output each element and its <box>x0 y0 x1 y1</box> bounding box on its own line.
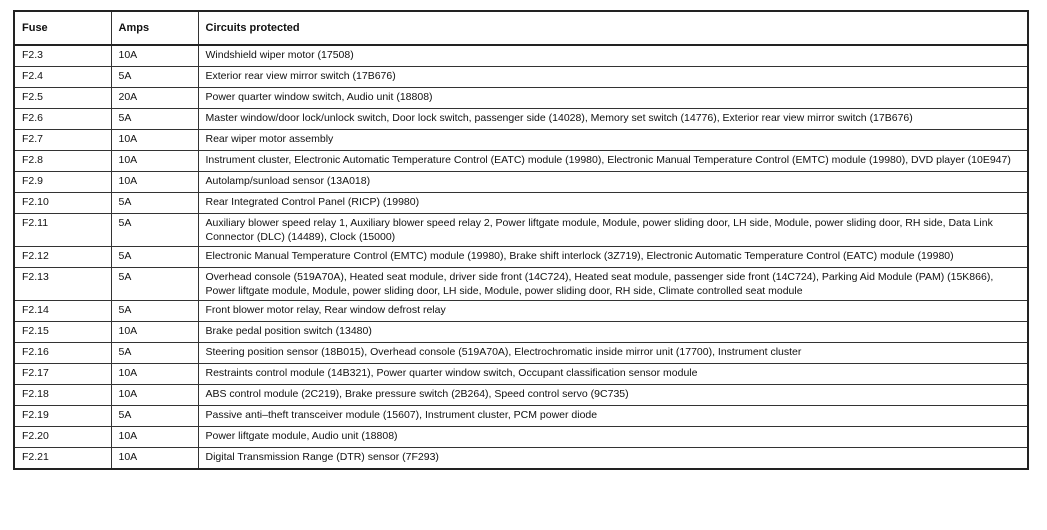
circuits-cell: Rear Integrated Control Panel (RICP) (19980) <box>198 193 1028 214</box>
table-row <box>14 301 1028 322</box>
table-row <box>14 67 1028 88</box>
amps-cell: 5A <box>111 268 198 301</box>
circuits-cell: Restraints control module (14B321), Power quarter window switch, Occupant classification sensor module <box>198 364 1028 385</box>
circuits-cell: Power liftgate module, Audio unit (18808) <box>198 427 1028 448</box>
circuits-cell: Master window/door lock/unlock switch, Door lock switch, passenger side (14028), Memory set switch (14776), Exterior rear view mirror switch (17B676) <box>198 109 1028 130</box>
circuits-cell: Exterior rear view mirror switch (17B676) <box>198 67 1028 88</box>
amps-cell: 5A <box>111 343 198 364</box>
fuse-cell: F2.11 <box>14 214 111 247</box>
circuits-cell: Auxiliary blower speed relay 1, Auxiliary blower speed relay 2, Power liftgate module, Module, power sliding door, LH side, Module, power sliding door, RH side, Data Link Connector (DLC) (14489), Clock (15000) <box>198 214 1028 247</box>
fuse-cell: F2.9 <box>14 172 111 193</box>
amps-cell: 10A <box>111 130 198 151</box>
amps-cell: 5A <box>111 214 198 247</box>
fuse-cell: F2.18 <box>14 385 111 406</box>
amps-cell: 10A <box>111 45 198 67</box>
circuits-cell: Overhead console (519A70A), Heated seat module, driver side front (14C724), Heated seat module, passenger side front (14C724), Parking Aid Module (PAM) (15K866), Power liftgate module, Module, power sliding door, LH side, Module, power sliding door, RH side, Climate controlled seat module <box>198 268 1028 301</box>
fuse-table <box>13 10 1029 470</box>
fuse-cell: F2.6 <box>14 109 111 130</box>
fuse-cell: F2.20 <box>14 427 111 448</box>
amps-cell: 5A <box>111 109 198 130</box>
amps-cell: 5A <box>111 301 198 322</box>
header-fuse: Fuse <box>14 11 111 45</box>
table-header-row <box>14 11 1028 45</box>
circuits-cell: Rear wiper motor assembly <box>198 130 1028 151</box>
fuse-cell: F2.3 <box>14 45 111 67</box>
fuse-cell: F2.8 <box>14 151 111 172</box>
table-row <box>14 385 1028 406</box>
table-row <box>14 130 1028 151</box>
amps-cell: 10A <box>111 448 198 470</box>
table-row <box>14 109 1028 130</box>
table-row <box>14 343 1028 364</box>
circuits-cell: Passive anti–theft transceiver module (15607), Instrument cluster, PCM power diode <box>198 406 1028 427</box>
table-row <box>14 364 1028 385</box>
amps-cell: 5A <box>111 406 198 427</box>
amps-cell: 20A <box>111 88 198 109</box>
table-row <box>14 151 1028 172</box>
table-row <box>14 448 1028 470</box>
fuse-cell: F2.7 <box>14 130 111 151</box>
circuits-cell: Windshield wiper motor (17508) <box>198 45 1028 67</box>
fuse-cell: F2.4 <box>14 67 111 88</box>
table-row <box>14 45 1028 67</box>
fuse-cell: F2.16 <box>14 343 111 364</box>
table-row <box>14 268 1028 301</box>
amps-cell: 10A <box>111 172 198 193</box>
table-row <box>14 214 1028 247</box>
table-row <box>14 322 1028 343</box>
amps-cell: 10A <box>111 151 198 172</box>
fuse-cell: F2.15 <box>14 322 111 343</box>
circuits-cell: Electronic Manual Temperature Control (EMTC) module (19980), Brake shift interlock (3Z719), Electronic Automatic Temperature Control (EATC) module (19980) <box>198 247 1028 268</box>
fuse-table-container <box>13 10 1027 470</box>
table-body <box>14 45 1028 469</box>
fuse-cell: F2.14 <box>14 301 111 322</box>
header-circuits: Circuits protected <box>198 11 1028 45</box>
circuits-cell: Power quarter window switch, Audio unit (18808) <box>198 88 1028 109</box>
amps-cell: 5A <box>111 193 198 214</box>
table-row <box>14 172 1028 193</box>
table-row <box>14 193 1028 214</box>
fuse-cell: F2.10 <box>14 193 111 214</box>
circuits-cell: Brake pedal position switch (13480) <box>198 322 1028 343</box>
fuse-cell: F2.17 <box>14 364 111 385</box>
table-row <box>14 88 1028 109</box>
fuse-cell: F2.12 <box>14 247 111 268</box>
fuse-cell: F2.21 <box>14 448 111 470</box>
amps-cell: 10A <box>111 385 198 406</box>
table-row <box>14 406 1028 427</box>
amps-cell: 10A <box>111 427 198 448</box>
amps-cell: 5A <box>111 247 198 268</box>
circuits-cell: Front blower motor relay, Rear window defrost relay <box>198 301 1028 322</box>
circuits-cell: ABS control module (2C219), Brake pressure switch (2B264), Speed control servo (9C735) <box>198 385 1028 406</box>
circuits-cell: Instrument cluster, Electronic Automatic Temperature Control (EATC) module (19980), Electronic Manual Temperature Control (EMTC) module (19980), DVD player (10E947) <box>198 151 1028 172</box>
amps-cell: 5A <box>111 67 198 88</box>
circuits-cell: Digital Transmission Range (DTR) sensor (7F293) <box>198 448 1028 470</box>
circuits-cell: Steering position sensor (18B015), Overhead console (519A70A), Electrochromatic inside mirror unit (17700), Instrument cluster <box>198 343 1028 364</box>
fuse-cell: F2.13 <box>14 268 111 301</box>
amps-cell: 10A <box>111 322 198 343</box>
table-row <box>14 427 1028 448</box>
amps-cell: 10A <box>111 364 198 385</box>
fuse-cell: F2.5 <box>14 88 111 109</box>
table-row <box>14 247 1028 268</box>
header-amps: Amps <box>111 11 198 45</box>
circuits-cell: Autolamp/sunload sensor (13A018) <box>198 172 1028 193</box>
fuse-cell: F2.19 <box>14 406 111 427</box>
